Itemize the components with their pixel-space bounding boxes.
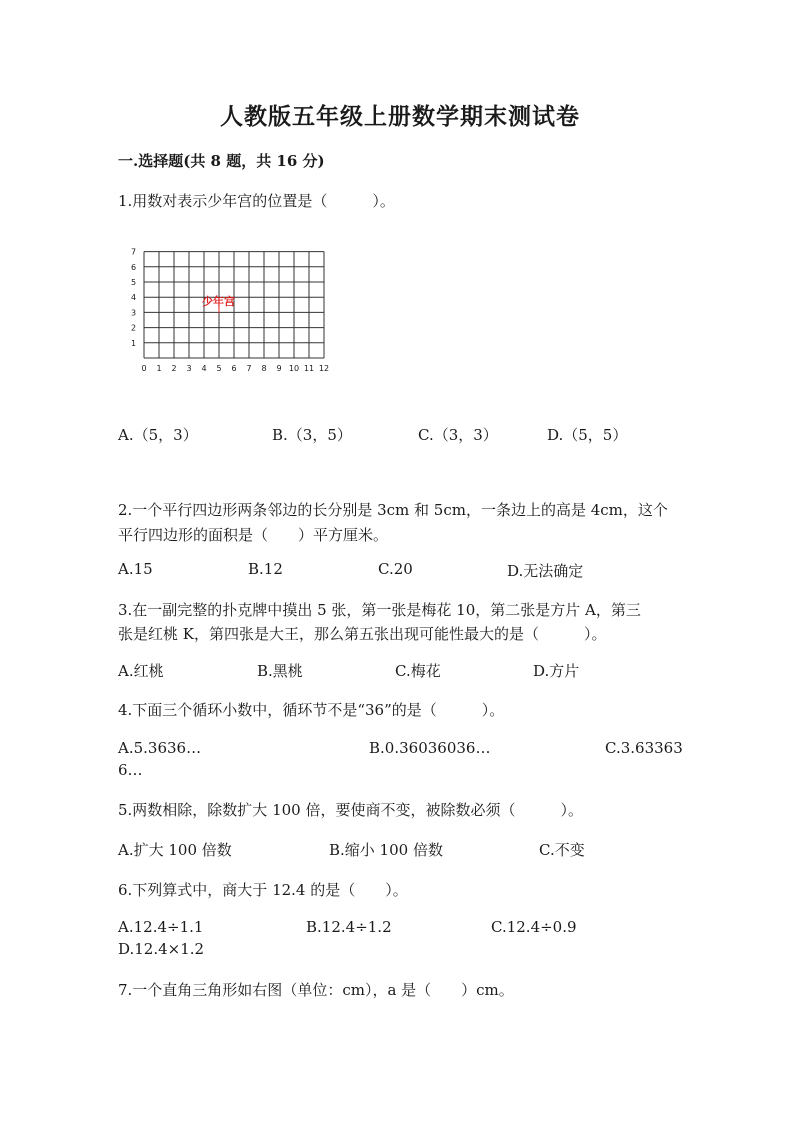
x-tick-label: 4 — [201, 364, 207, 373]
y-tick-label: 5 — [131, 278, 137, 287]
coordinate-grid-figure — [128, 244, 336, 376]
question-3-line1: 3.在一副完整的扑克牌中摸出 5 张，第一张是梅花 10，第二张是方片 A，第三 — [118, 601, 641, 619]
q4-option-b[interactable]: B.0.36036036… — [369, 739, 491, 757]
q2-option-d[interactable]: D.无法确定 — [507, 562, 584, 580]
x-tick-label: 0 — [141, 364, 147, 373]
x-tick-label: 1 — [156, 364, 162, 373]
q5-option-a[interactable]: A.扩大 100 倍数 — [118, 841, 232, 859]
q3-option-d[interactable]: D.方片 — [533, 662, 580, 680]
question-3-line2: 张是红桃 K，第四张是大王，那么第五张出现可能性最大的是（ ）。 — [118, 625, 607, 643]
q2-option-a[interactable]: A.15 — [118, 560, 153, 578]
question-1-text: 1.用数对表示少年宫的位置是（ ）。 — [118, 192, 395, 210]
x-tick-label: 7 — [246, 364, 252, 373]
question-4-text: 4.下面三个循环小数中，循环节不是“36”的是（ ）。 — [118, 701, 505, 719]
q4-option-a[interactable]: A.5.3636… — [118, 739, 202, 757]
q6-option-a[interactable]: A.12.4÷1.1 — [118, 918, 204, 936]
q3-option-a[interactable]: A.红桃 — [118, 662, 164, 680]
question-6-text: 6.下列算式中，商大于 12.4 的是（ ）。 — [118, 881, 408, 899]
question-2-line2: 平行四边形的面积是（ ）平方厘米。 — [118, 526, 389, 544]
q3-option-c[interactable]: C.梅花 — [395, 662, 441, 680]
question-7-text: 7.一个直角三角形如右图（单位：cm），a 是（ ）cm。 — [118, 981, 514, 999]
x-tick-label: 9 — [276, 364, 282, 373]
y-tick-label: 1 — [131, 338, 137, 348]
section-heading: 一.选择题(共 8 题，共 16 分) — [118, 152, 325, 170]
q1-option-d[interactable]: D.（5，5） — [547, 426, 628, 444]
q3-option-b[interactable]: B.黑桃 — [257, 662, 303, 680]
coordinate-grid — [128, 244, 336, 376]
x-tick-label: 3 — [186, 364, 192, 373]
x-tick-label: 10 — [288, 364, 300, 373]
q2-option-b[interactable]: B.12 — [248, 560, 283, 578]
question-2-line1: 2.一个平行四边形两条邻边的长分别是 3cm 和 5cm，一条边上的高是 4cm，这个 — [118, 501, 668, 519]
q2-option-c[interactable]: C.20 — [378, 560, 413, 578]
q1-option-a[interactable]: A.（5，3） — [118, 426, 198, 444]
x-tick-label: 2 — [171, 364, 177, 373]
q6-option-d[interactable]: D.12.4×1.2 — [118, 940, 205, 958]
q4-option-c-wrap: 6… — [118, 761, 143, 779]
y-tick-label: 7 — [131, 247, 137, 257]
x-tick-label: 11 — [303, 364, 315, 373]
page-title: 人教版五年级上册数学期末测试卷 — [220, 103, 580, 130]
y-tick-label: 4 — [131, 293, 137, 303]
q6-option-c[interactable]: C.12.4÷0.9 — [491, 918, 577, 936]
x-tick-label: 5 — [216, 364, 222, 373]
y-tick-label: 6 — [131, 262, 137, 272]
x-tick-label: 12 — [318, 364, 330, 373]
q1-option-c[interactable]: C.（3，3） — [418, 426, 498, 444]
y-tick-label: 3 — [131, 308, 137, 318]
q5-option-c[interactable]: C.不变 — [539, 841, 585, 859]
q1-option-b[interactable]: B.（3，5） — [272, 426, 352, 444]
x-tick-label: 8 — [261, 364, 267, 373]
y-tick-label: 2 — [131, 323, 137, 333]
question-5-text: 5.两数相除，除数扩大 100 倍，要使商不变，被除数必须（ ）。 — [118, 801, 583, 819]
youth-palace-label: 少年宫 — [202, 295, 235, 308]
q5-option-b[interactable]: B.缩小 100 倍数 — [329, 841, 443, 859]
q6-option-b[interactable]: B.12.4÷1.2 — [306, 918, 392, 936]
q4-option-c[interactable]: C.3.63363 — [605, 739, 683, 757]
x-tick-label: 6 — [231, 364, 237, 373]
